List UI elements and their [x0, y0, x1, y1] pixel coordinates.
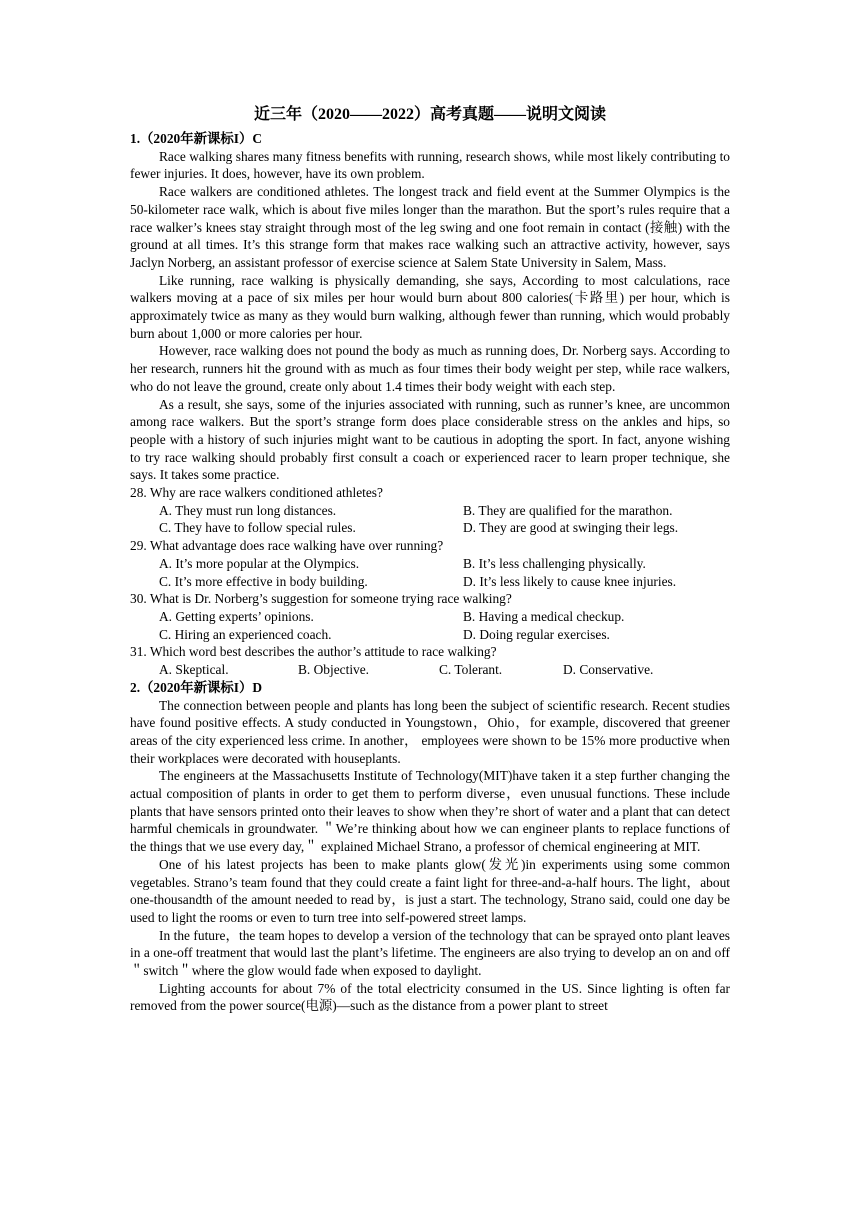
option: C. They have to follow special rules. [159, 520, 356, 536]
paragraph: Like running, race walking is physically demanding, she says, According to most calculations, race walkers moving at a pace of six miles per hour would burn about 800 calories(卡路里) per hour, which is approximately twice as many as they would burn walking, although fewer than running, which would probably burn about 1,000 or more calories per hour. [130, 272, 730, 341]
question-options [130, 608, 730, 643]
section-heading: 2.（2020年新课标I）D [130, 679, 263, 695]
question-stem: 28. Why are race walkers conditioned athletes? [130, 485, 383, 501]
option: B. Objective. [298, 662, 370, 678]
option: D. They are good at swinging their legs. [463, 520, 679, 536]
option: C. Hiring an experienced coach. [159, 626, 332, 642]
paragraph: Race walkers are conditioned athletes. The longest track and field event at the Summer Olympics is the 50-kilometer race walk, which is about five miles longer than the marathon. But the sport’s rules require that a race walker’s knees stay straight through most of the leg swing and one foot remain in contact (接触) with the ground at all times. It’s this strange form that makes race walking such an attractive activity, however, says Jaclyn Norberg, an assistant professor of exercise science at Salem State University in Salem, Mass. [130, 184, 730, 270]
paragraph: However, race walking does not pound the body as much as running does, Dr. Norberg says. According to her research, runners hit the ground with as much as four times their body weight per step, while race walkers, who do not leave the ground, create only about 1.4 times their body weight with each step. [130, 343, 730, 394]
paragraph: The connection between people and plants has long been the subject of scientific research. Recent studies have found positive effects. A study conducted in Youngstown，Ohio，for example, discovered that greener areas of the city experienced less crime. In another， employees were shown to be 15% more productive when their workplaces were decorated with houseplants. [130, 697, 730, 766]
document-title: 近三年（2020——2022）高考真题——说明文阅读 [253, 106, 606, 123]
option: A. They must run long distances. [159, 502, 337, 518]
question-stem: 29. What advantage does race walking have over running? [130, 538, 444, 554]
option: C. It’s more effective in body building. [159, 573, 368, 589]
paragraph: The engineers at the Massachusetts Institute of Technology(MIT)have taken it a step further changing the actual composition of plants in order to get them to perform diverse，even unusual functions. These include plants that have sensors printed onto their leaves to show when they’re short of water and a plant that can detect harmful chemicals in groundwater. ＂We’re thinking about how we can engineer plants to replace functions of the things that we use every day,＂ explained Michael Strano, a professor of chemical engineering at MIT. [130, 768, 730, 855]
paragraph: In the future，the team hopes to develop a version of the technology that can be sprayed onto plant leaves in a one-off treatment that would last the plant’s lifetime. The engineers are also trying to develop an on and off＂switch＂where the glow would fade when exposed to daylight. [130, 927, 730, 979]
option: D. It’s less likely to cause knee injuries. [463, 573, 677, 589]
option: B. It’s less challenging physically. [463, 555, 646, 571]
option: D. Doing regular exercises. [463, 626, 610, 642]
option: B. They are qualified for the marathon. [463, 502, 673, 518]
paragraph: Lighting accounts for about 7% of the total electricity consumed in the US. Since lighting is often far removed from the power source(电源)—such as the distance from a power plant to street [130, 980, 730, 1014]
document-page [130, 104, 730, 1015]
option: A. It’s more popular at the Olympics. [159, 555, 360, 571]
paragraph: As a result, she says, some of the injuries associated with running, such as runner’s knee, are uncommon among race walkers. But the sport’s strange form does place considerable stress on the ankles and hips, so people with a history of such injuries might want to be cautious in adopting the sport. In fact, anyone wishing to try race walking should probably first consult a coach or experienced racer to learn proper technique, she says. It takes some practice. [130, 396, 730, 483]
question-stem: 31. Which word best describes the author’s attitude to race walking? [130, 644, 497, 660]
option: D. Conservative. [563, 662, 654, 678]
question-options [130, 661, 730, 679]
question-options [130, 555, 730, 590]
option: A. Skeptical. [159, 662, 229, 678]
option: C. Tolerant. [439, 662, 503, 678]
question-options [130, 502, 730, 537]
option: A. Getting experts’ opinions. [159, 608, 314, 624]
section-heading: 1.（2020年新课标I）C [130, 131, 263, 146]
question-stem: 30. What is Dr. Norberg’s suggestion for someone trying race walking? [130, 591, 512, 607]
option: B. Having a medical checkup. [463, 608, 625, 624]
paragraph: Race walking shares many fitness benefits with running, research shows, while most likely contributing to fewer injuries. It does, however, have its own problem. [130, 148, 730, 182]
paragraph: One of his latest projects has been to make plants glow(发光)in experiments using some common vegetables. Strano’s team found that they could create a faint light for three-and-a-half hours. The light，about one-thousandth of the amount needed to read by，is just a start. The technology, Strano said, could one day be used to light the rooms or even to turn tree into self-powered street lamps. [130, 856, 730, 925]
